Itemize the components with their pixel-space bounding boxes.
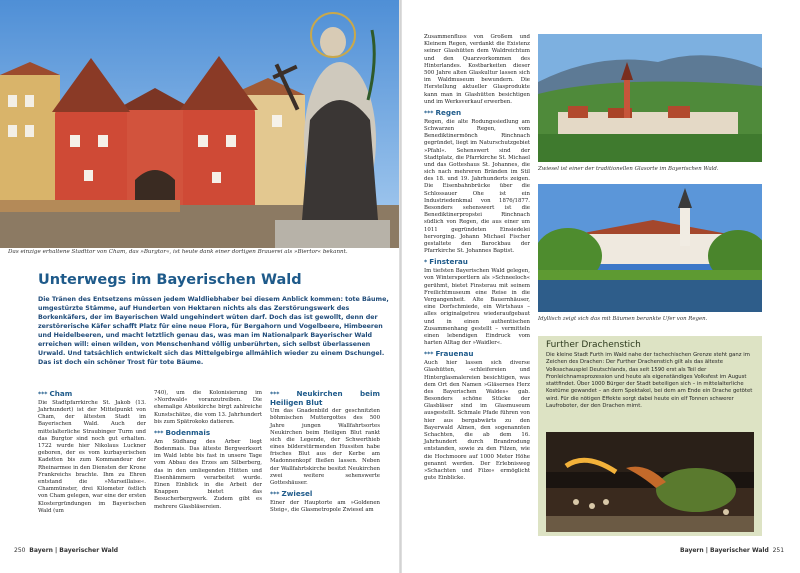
column-cham: [38, 390, 146, 515]
photo-regen: [538, 184, 762, 312]
section-text-zwiesel-continued: Zusammenfluss von Großem und Kleinem Regen, verdankt die Existenz seiner Glashütten dem Waldreichtum und den Quarzvorkommen des Hinterlandes. Kostbarkeiten dieser 500 Jahre alten Glaskultur lassen sich im Waldmuseum bewundern. Die Herstellung aktueller Glasprodukte kann man in Glashütten besichtigen und im Werksverkauf erwerben.: [424, 34, 530, 105]
section-heading-zwiesel: *** Zwiesel: [270, 489, 313, 499]
photo-zwiesel: [538, 34, 762, 162]
infobox-drachenstich: [538, 336, 762, 536]
intro-paragraph: Die Tränen des Entsetzens müssen jedem Waldliebhaber bei diesem Anblick kommen: tote Bäume, umgestürzte Stämme, auf Hunderten von Hektaren nichts als das Zerstörungswerk des Borkenkäfers, der im Bayerischen Wald ungehindert wüten darf. Doch das ist gewollt, denn der zerstörerische Käfer schafft Platz für eine neue Flora, für Bergahorn und Vogelbeere, Himbeeren und Heidelbeeren, und macht letztlich genau das, was man im Nationalpark Bayerischer Wald erreichen will: einen wilden, von Menschenhand völlig unberührten, sich selbst überlassenen Urwald. Und tatsächlich entwickelt sich das Mittelgebirge allmählich wieder zu einem Dschungel. Das ist doch ein schöner Trost für tote Bäume.: [38, 296, 389, 366]
stars-icon: ***: [154, 429, 166, 437]
section-text-zwiesel: Einer der Hauptorte am »Goldenen Steig«, die Glasmetropole Zwiesel am: [270, 500, 380, 514]
section-text-neukirchen: Um das Gnadenbild der geschnitzten böhmischen Muttergottes des 500 Jahre jungen Wallfahrtsortes Neukirchen beim Heiligen Blut rankt sich die Legende, der Schwerthieb eines bilderstürmenden Hussiten habe frisches Blut aus der Kerbe am Madonnenkopf fließen lassen. Neben der Wallfahrtskirche besitzt Neukirchen zwei weitere sehenswerte Gotteshäuser.: [270, 408, 380, 487]
stars-icon: ***: [424, 351, 436, 359]
column-bodenmais: [154, 390, 262, 511]
infobox-text: Die kleine Stadt Furth im Wald nahe der tschechischen Grenze steht ganz im Zeichen des Drachen: Der Further Drachenstich gilt als das älteste Volksschauspiel Deutschlands, das seit 1590 erst als Teil der Fronleichnamsprozession und heute als eigenständiges Volksfest im August stattfindet. Über 1000 Bürger der Stadt beteiligen sich – in mittelalterliche Kostüme gewandet – an dem Spektakel, bei dem am Ende ein Drache getötet wird. Für die nötigen Effekte sorgt dabei heute ein elf Tonnen schwerer Laufroboter, der den Drachen mimt.: [546, 352, 753, 410]
section-heading-frauenau: *** Frauenau: [424, 349, 474, 359]
page-number-left: 250: [14, 547, 26, 554]
caption-regen: Idyllisch zeigt sich das mit Bäumen berankte Ufer von Regen.: [538, 316, 708, 322]
section-heading-finsterau: * Finsterau: [424, 257, 468, 267]
chapter-heading: Unterwegs im Bayerischen Wald: [38, 272, 302, 288]
section-text-finsterau: Im tiefsten Bayerischen Wald gelegen, von Wintersportlern als »Schneeloch« gerühmt, bietet Finsterau mit seinem Freilichtmuseum eine Reise in die Vergangenheit. Alte Bauernhäuser, eine Dorfschmiede, ein Wirtshaus – alles originalgetreu wiederaufgebaut und in einen authentischen Zusammenhang gestellt – vermitteln einen lebendigen Eindruck vom harten Alltag der »Waidler«.: [424, 268, 530, 347]
column-neukirchen: [270, 390, 380, 515]
section-text-frauenau: Auch hier lassen sich diverse Glashütten, -schleifereien und Hinterglasmalereien besichtigen, was dem Ort den Namen »Gläsernes Herz des Bayerischen Waldes« gab. Besonders schöne Stücke der Glasbläser sind im Glasmuseum ausgestellt. Schmale Pfade führen von hier aus bergabwärts zu den Bayerwald Almen, den sogenannten Schachten, die ab dem 16. Jahrhundert durch Brandrodung entstanden, sowie zu den Filzen, wie die Hochmoore auf 1000 Meter Höhe genannt werden. Der Erlebnisweg »Schachten und Filze« ermöglicht gute Einblicke.: [424, 360, 530, 482]
section-heading-regen: *** Regen: [424, 107, 462, 117]
folio-left: [14, 547, 118, 554]
section-text-cham-continued: 740), um die Kolonisierung im »Nordwald« voranzutreiben. Die ehemalige Abteikirche birgt zahlreiche Kunstschätze, die vom 13. Jahrhundert bis zum Spätrokoko datieren.: [154, 390, 262, 425]
section-text-regen: Regen, die alte Rodungssiedlung am Schwarzen Regen, vom Benediktinermönch Rinchnach gegründet, liegt im Naturschutzgebiet »Pfahl«. Sehenswert sind der Stadtplatz, die Pfarrkirche St. Michael und das Gotteshaus St. Johannes, die sich nach mehreren Bränden im Stil des 18. und 19. Jahrhunderts zeigen. Die Eisenbahnbrücke über die Schlossauer Ohe ist ein Industriedenkmal von 1876/1877. Besonders sehenswert ist die Benediktinerpropstei Rinchnach südlich von Regen, die aus einer um 1011 gegründeten Einsiedelei hervorging. Johann Michael Fischer gestaltete den Barockbau der Pfarrkirche St. Johannes Baptist.: [424, 118, 530, 255]
column-right-text: [424, 34, 530, 482]
stars-icon: ***: [270, 391, 297, 398]
infobox-title: Further Drachenstich: [546, 340, 641, 350]
section-text-bodenmais: Am Südhang des Arber liegt Bodenmais. Das älteste Bergwerksort im Wald lebte bis fast in unsere Tage vom Abbau des Erzes am Silberberg, das in den umliegenden Hütten und Eisenhämmern verarbeitet wurde. Einen Einblick in die Arbeit der Knappen bietet das Besucherbergwerk. Zudem gibt es mehrere Glasbläsereien.: [154, 438, 262, 510]
running-footer-right: Bayern | Bayerischer Wald: [680, 547, 769, 554]
page-gutter: [399, 0, 402, 573]
page-number-right: 251: [772, 547, 785, 554]
stars-icon: ***: [38, 391, 50, 398]
folio-right: [680, 547, 784, 554]
section-heading-neukirchen: *** Neukirchen beim Heiligen Blut: [270, 389, 380, 407]
section-text-cham: Die Stadtpfarrkirche St. Jakob (13. Jahrhundert) ist der Mittelpunkt von Cham, der ältesten Stadt im Bayerischen Wald. Auch der mittelalterliche Straubinger Turm und das Burgtor sind noch gut erhalten. 1722 wurde hier Nikolaus Luckner geboren, der es vom kurbayerischen Kadetten bis zum Kommandeur der Rheinarmee in den Diensten der Krone Frankreichs brachte. Ihm zu Ehren entstand die »Marseillaise«. Chammünster, drei Kilometer östlich von Cham gelegen, war eine der ersten Klostergründungen im Bayerischen Wald (um: [38, 399, 146, 514]
hero-caption: Das einzige erhaltene Stadttor von Cham, das »Burgtor«, ist heute dank einer dortigen Brauerei als »Biertor« bekannt.: [8, 249, 348, 255]
section-heading-bodenmais: *** Bodenmais: [154, 427, 211, 437]
stars-icon: *: [424, 259, 430, 267]
photo-drachenstich: [546, 432, 754, 532]
hero-photo-cham-burgtor: [0, 0, 399, 248]
caption-zwiesel: Zwiesel ist einer der traditionellen Glasorte im Bayerischen Wald.: [538, 166, 719, 172]
stars-icon: ***: [270, 491, 282, 499]
stars-icon: ***: [424, 109, 436, 117]
section-heading-cham: *** Cham: [38, 389, 73, 398]
running-footer-left: Bayern | Bayerischer Wald: [29, 547, 119, 554]
